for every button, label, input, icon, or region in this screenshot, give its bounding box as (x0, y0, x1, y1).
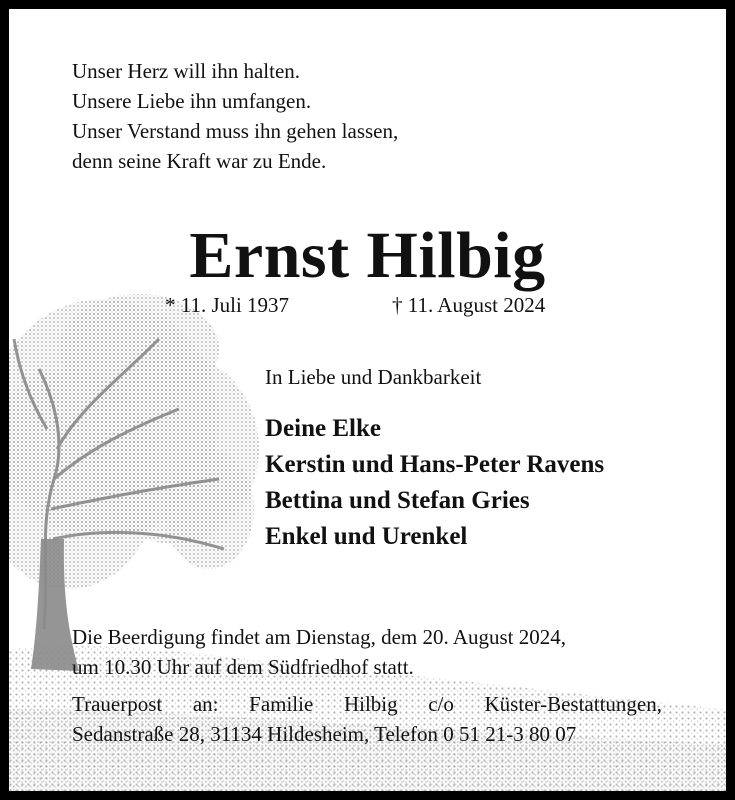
mourner-name: Enkel und Urenkel (265, 523, 468, 550)
address-line-1 (72, 689, 662, 719)
death-date: † 11. August 2024 (392, 293, 546, 317)
birth-date: * 11. Juli 1937 (165, 293, 290, 317)
mourner-name: Bettina und Stefan Gries (265, 487, 530, 514)
poem-line: Unser Verstand muss ihn gehen lassen, (72, 119, 399, 143)
mourners-list (265, 411, 604, 555)
address-word: Familie (249, 692, 314, 716)
poem (72, 56, 398, 176)
mourners-intro: In Liebe und Dankbarkeit (265, 365, 482, 389)
address-word: Hilbig (343, 692, 398, 716)
address-word: Küster-Bestattungen, (484, 692, 662, 716)
condolence-address (72, 689, 662, 749)
obituary-notice (9, 9, 726, 791)
funeral-line: um 10.30 Uhr auf dem Südfriedhof statt. (72, 655, 414, 679)
poem-line: Unser Herz will ihn halten. (72, 59, 301, 83)
address-word: c/o (428, 692, 454, 716)
address-line-2: Sedanstraße 28, 31134 Hildesheim, Telefon 0 51 21-3 80 07 (72, 722, 577, 746)
address-word: an: (192, 692, 219, 716)
mourner-name: Deine Elke (265, 415, 381, 442)
funeral-line: Die Beerdigung findet am Dienstag, dem 20. August 2024, (72, 625, 567, 649)
address-word: Trauerpost (72, 692, 163, 716)
poem-line: denn seine Kraft war zu Ende. (72, 149, 327, 173)
deceased-name: Ernst Hilbig (189, 219, 546, 292)
funeral-info (72, 622, 566, 682)
poem-line: Unsere Liebe ihn umfangen. (72, 89, 312, 113)
mourner-name: Kerstin und Hans-Peter Ravens (265, 451, 605, 478)
